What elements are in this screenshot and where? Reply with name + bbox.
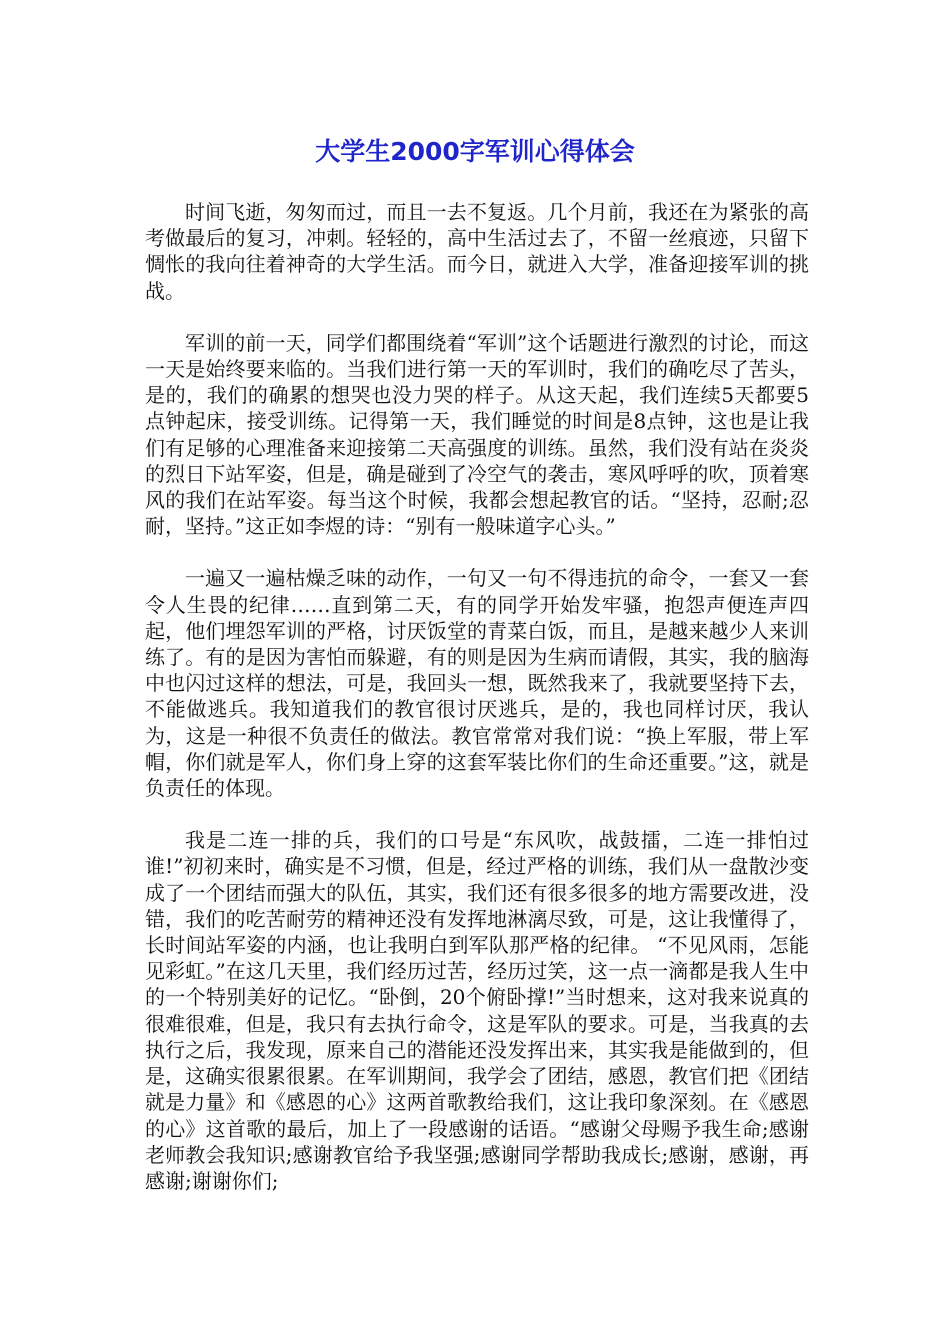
document-title: 大学生2000字军训心得体会 <box>315 137 635 166</box>
paragraph-1: 时间飞逝，匆匆而过，而且一去不复返。几个月前，我还在为紧张的高考做最后的复习，冲刺。轻轻的，高中生活过去了，不留一丝痕迹，只留下惆怅的我向往着神奇的大学生活。而今日，就进入大学，准备迎接军训的挑战。 <box>145 200 809 303</box>
paragraph-4: 我是二连一排的兵，我们的口号是“东风吹，战鼓擂，二连一排怕过谁!”初初来时，确实是不习惯，但是，经过严格的训练，我们从一盘散沙变成了一个团结而强大的队伍，其实，我们还有很多很多的地方需要改进，没错，我们的吃苦耐劳的精神还没有发挥地淋漓尽致，可是，这让我懂得了，长时间站军姿的内涵，也让我明白到军队那严格的纪律。 “不见风雨，怎能见彩虹。”在这几天里，我们经历过苦，经历过笑，这一点一滴都是我人生中的一个特别美好的记忆。“卧倒，20个俯卧撑!”当时想来，这对我来说真的很难很难，但是，我只有去执行命令，这是军队的要求。可是，当我真的去执行之后，我发现，原来自己的潜能还没发挥出来，其实我是能做到的，但是，这确实很累很累。在军训期间，我学会了团结，感恩，教官们把《团结就是力量》和《感恩的心》这两首歌教给我们，这让我印象深刻。在《感恩的心》这首歌的最后，加上了一段感谢的话语。“感谢父母赐予我生命;感谢老师教会我知识;感谢教官给予我坚强;感谢同学帮助我成长;感谢，感谢，再感谢;谢谢你们; <box>145 828 809 1193</box>
paragraph-3: 一遍又一遍枯燥乏味的动作，一句又一句不得违抗的命令，一套又一套令人生畏的纪律……直到第二天，有的同学开始发牢骚，抱怨声便连声四起，他们埋怨军训的严格，讨厌饭堂的青菜白饭，而且，是越来越少人来训练了。有的是因为害怕而躲避，有的则是因为生病而请假，其实，我的脑海中也闪过这样的想法，可是，我回头一想，既然我来了，我就要坚持下去，不能做逃兵。我知道我们的教官很讨厌逃兵，是的，我也同样讨厌，我认为，这是一种很不负责任的做法。教官常常对我们说：“换上军服，带上军帽，你们就是军人，你们身上穿的这套军装比你们的生命还重要。”这，就是负责任的体现。 <box>145 566 809 801</box>
document-body <box>145 199 809 1194</box>
paragraph-2: 军训的前一天，同学们都围绕着“军训”这个话题进行激烈的讨论，而这一天是始终要来临的。当我们进行第一天的军训时，我们的确吃尽了苦头，是的，我们的确累的想哭也没力哭的样子。从这天起，我们连续5天都要5点钟起床，接受训练。记得第一天，我们睡觉的时间是8点钟，这也是让我们有足够的心理准备来迎接第二天高强度的训练。虽然，我们没有站在炎炎的烈日下站军姿，但是，确是碰到了冷空气的袭击，寒风呼呼的吹，顶着寒风的我们在站军姿。每当这个时候，我都会想起教官的话。“坚持，忍耐;忍耐，坚持。”这正如李煜的诗：“别有一般味道字心头。” <box>145 330 809 539</box>
